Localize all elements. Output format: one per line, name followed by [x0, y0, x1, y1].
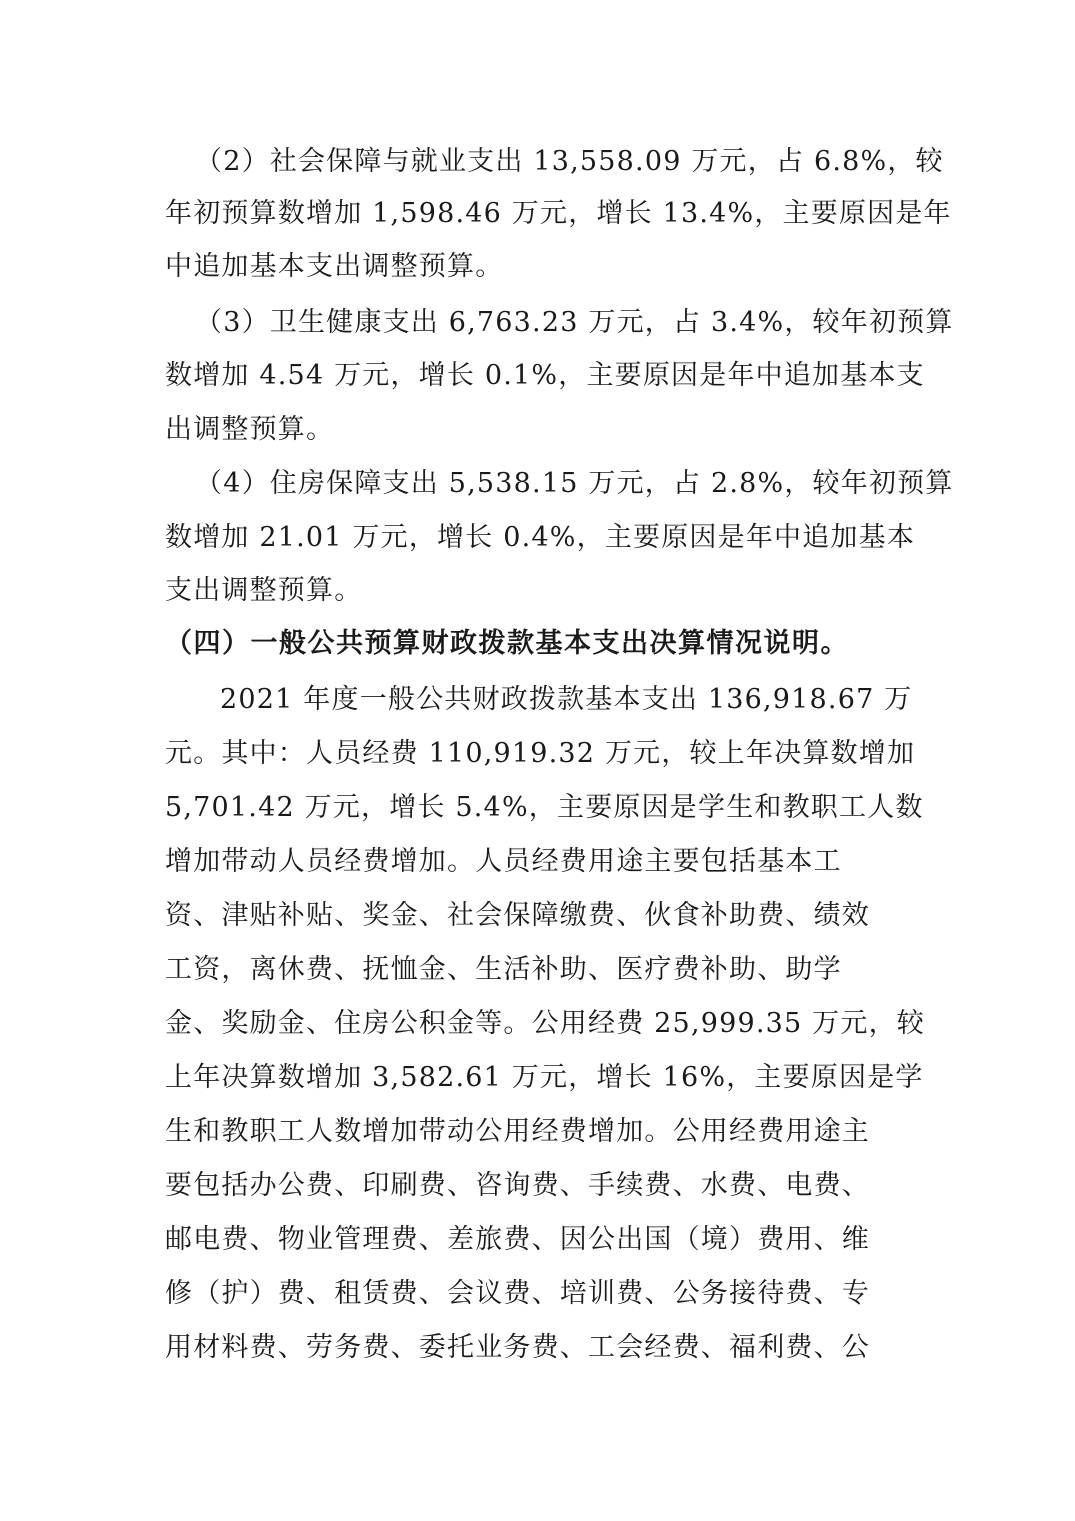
text-line: 邮电费、物业管理费、差旅费、因公出国（境）费用、维 [165, 1224, 870, 1255]
text-line: 出调整预算。 [165, 414, 335, 445]
text-line: 支出调整预算。 [165, 575, 363, 606]
text-line: （3）卫生健康支出 6,763.23 万元，占 3.4%，较年初预算 [195, 307, 954, 338]
text-line: 上年决算数增加 3,582.61 万元，增长 16%，主要原因是学 [165, 1062, 924, 1093]
text-line: 工资，离休费、抚恤金、生活补助、医疗费补助、助学 [165, 954, 842, 985]
text-line: （4）住房保障支出 5,538.15 万元，占 2.8%，较年初预算 [195, 468, 954, 499]
text-line: 资、津贴补贴、奖金、社会保障缴费、伙食补助费、绩效 [165, 900, 870, 931]
text-line: 用材料费、劳务费、委托业务费、工会经费、福利费、公 [165, 1332, 870, 1363]
text-line: 中追加基本支出调整预算。 [165, 251, 504, 282]
section-heading: （四）一般公共预算财政拨款基本支出决算情况说明。 [165, 628, 849, 659]
text-line: 要包括办公费、印刷费、咨询费、手续费、水费、电费、 [165, 1170, 870, 1201]
text-line: 生和教职工人数增加带动公用经费增加。公用经费用途主 [165, 1116, 870, 1147]
text-line: 元。其中：人员经费 110,919.32 万元，较上年决算数增加 [165, 738, 916, 769]
text-line: （2）社会保障与就业支出 13,558.09 万元，占 6.8%，较 [195, 146, 944, 177]
text-line: 数增加 4.54 万元，增长 0.1%，主要原因是年中追加基本支 [165, 360, 925, 391]
text-line: 修（护）费、租赁费、会议费、培训费、公务接待费、专 [165, 1278, 870, 1309]
text-line: 年初预算数增加 1,598.46 万元，增长 13.4%，主要原因是年 [165, 198, 952, 229]
text-line: 5,701.42 万元，增长 5.4%，主要原因是学生和教职工人数 [165, 792, 924, 823]
text-line: 增加带动人员经费增加。人员经费用途主要包括基本工 [165, 846, 842, 877]
text-line: 金、奖励金、住房公积金等。公用经费 25,999.35 万元，较 [165, 1008, 925, 1039]
text-line: 2021 年度一般公共财政拨款基本支出 136,918.67 万 [220, 684, 913, 715]
text-line: 数增加 21.01 万元，增长 0.4%，主要原因是年中追加基本 [165, 522, 916, 553]
